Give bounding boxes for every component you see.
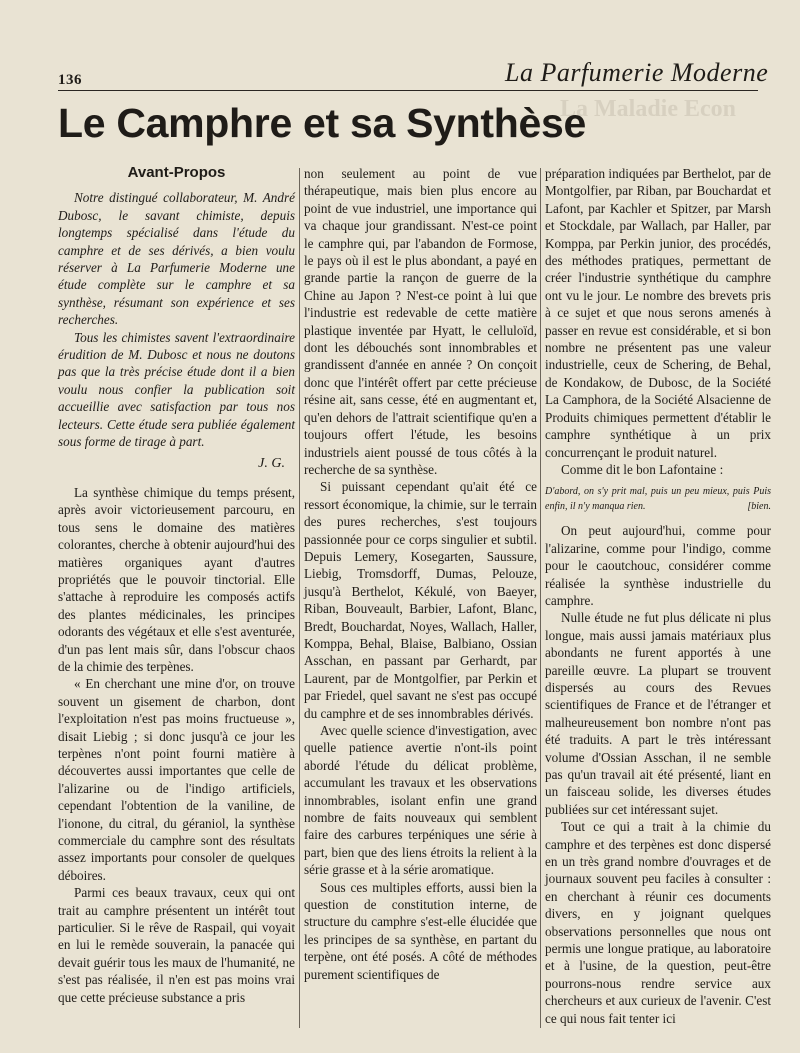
body-paragraph: Parmi ces beaux travaux, ceux qui ont trait au camphre présentent un intérêt tout particulier. Si le rêve de Raspail, qui voyait en lui le remède souverain, la panacée qui devait guérir tous les maux de l'humanité, ne s'est pas réalisée, il n'en est pas moins vrai que cette précieuse substance a pris [58,885,295,1005]
body-paragraph: non seulement au point de vue thérapeutique, mais bien plus encore au point de vue industriel, une importance qui va chaque jour grandissant. N'est-ce point le camphre qui, par l'abandon de Formose, le pays où il est le plus abondant, a payé en grande partie la rançon de guerre de la Chine au Japon ? N'est-ce point à lui que l'industrie est redevable de cette matière plastique inventée par Hyatt, le celluloïd, dont les débouchés sont innombrables et grandissent d'année en année ? On conçoit donc que l'intérêt offert par cette précieuse résine ait, sans cesse, été en augmentant et, qu'en dehors de l'attrait scientifique qu'en a toujours offert l'étude, les besoins industriels aient poussé de tous côtés à la recherche de sa synthèse. [304,166,537,477]
section-heading: Avant-Propos [127,164,226,181]
column-2 [304,165,537,983]
quote-attribution: [bien. [747,501,771,513]
body-paragraph: Tout ce qui a trait à la chimie du camphre et des terpènes est donc dispersé en un très grand nombre d'ouvrages et de journaux souvent peu faciles à consulter : en cherchant à réunir ces documents divers, en y joignant quelques observations personnelles que nous ont permis une longue pratique, au laboratoire et à l'usine, de la question, peut-être pourrons-nous rendre service aux chercheurs et aux curieux de l'avenir. C'est ce qui nous fait tenter ici [545,819,771,1026]
header-rule [58,90,758,91]
column-divider [540,168,541,1028]
body-paragraph: Comme dit le bon Lafontaine : [561,461,724,477]
body-paragraph: Si puissant cependant qu'ait été ce ressort économique, la chimie, sur le terrain des pures recherches, s'est toujours passionnée pour ce corps singulier et subtil. Depuis Lemery, Kosegarten, Saussure, Liebig, Tromsdorff, Dumas, Pelouze, jusqu'à Berthelot, Kékulé, von Baeyer, Riban, Bouveault, Barbier, Lafont, Blanc, Bredt, Bouchardat, Noyes, Wallach, Haller, Komppa, Behal, Blaise, Balbiano, Ossian Asschan, en passant par Gerhardt, par Laurent, par de Montgolfier, par Perkin et par Friedel, quel savant ne s'est pas occupé du camphre et de ses innombrables dérivés. [304,479,537,721]
signature: J. G. [258,455,285,471]
column-1 [58,160,295,1006]
body-paragraph: On peut aujourd'hui, comme pour l'alizarine, comme pour l'indigo, comme pour le caoutchouc, considérer comme réalisée la synthèse industrielle du camphre. [545,523,771,608]
foreword-paragraph: Notre distingué collaborateur, M. André Dubosc, le savant chimiste, depuis longtemps spécialisé dans l'étude du camphre et de ses dérivés, a bien voulu réserver à La Parfumerie Moderne une étude complète sur le camphre et sa synthèse, résumant son expérience et ses recherches. [58,190,295,328]
article-title: Le Camphre et sa Synthèse [58,100,586,146]
verse-quote [545,484,771,514]
body-paragraph: Avec quelle science d'investigation, avec quelle patience avertie n'ont-ils point abordé l'étude du délicat problème, accumulant les travaux et les observations innombrables, isolant enfin une grand nombre de faits nouveaux qui semblent faire des carbures terpéniques une série à part, bien que des liens étroits la relient à la série grasse et à la série aromatique. [304,723,537,878]
column-divider [299,168,300,1028]
masthead: La Parfumerie Moderne [505,58,769,87]
column-3 [545,165,771,1027]
body-paragraph: préparation indiquées par Berthelot, par de Montgolfier, par Riban, par Bouchardat et Lafont, par Kachler et Spitzer, par Marsh et Stockdale, par Wallach, par Haller, par Komppa, par Perkin junior, des procédés, des méthodes pratiques, permettant de créer l'industrie synthétique du camphre ont vu le jour. Le nombre des brevets pris à ce sujet et que nous serons amenés à passer en revue est considérable, et si bon nombre ne présentent pas une valeur industrielle, ceux de Schering, de Behal, de Kondakow, de Dubosc, de la Société La Camphora, de la Société Alsacienne de Produits chimiques permettent d'établir le camphre synthétique à un prix concurrençant le produit naturel. [545,166,771,460]
page-number: 136 [58,72,82,88]
body-paragraph: Sous ces multiples efforts, aussi bien la question de constitution interne, de structure du camphre s'est-elle élucidée que les principes de sa synthèse, en partant du terpène, ont été posés. A côté de méthodes purement scientifiques de [304,879,537,982]
body-paragraph: « En cherchant une mine d'or, on trouve souvent un gisement de charbon, dont l'exploitation n'est pas moins fructueuse », disait Liebig ; si donc jusqu'à ce jour les terpènes n'ont point fourni matière à découvertes aussi importantes que celle de l'alizarine ou de l'indigo artificiels, cependant l'obtention de la vaniline, de l'ionone, du citral, du géraniol, la synthèse commerciale du camphre sont des résultats assez importants pour consoler de quelques déboires. [58,676,295,883]
bleed-through-text: La Maladie Econ [560,96,737,122]
foreword-paragraph: Tous les chimistes savent l'extraordinaire érudition de M. Dubosc et nous ne doutons pas que la très précise étude dont il a bien voulu nous confier la publication soit accueillie avec satisfaction par tous nos lecteurs. Cette étude sera publiée également sous forme de tirage à part. [58,329,295,450]
body-paragraph: Nulle étude ne fut plus délicate ni plus longue, mais aussi jamais matériaux plus abondants ne furent apportés à une pareille œuvre. La plupart se trouvent dispersés au cours des Revues scientifiques de France et de l'étranger et malheureusement bon nombre n'ont pas été traduits. A part le très intéressant volume d'Ossian Asschan, il ne semble pas qu'un travail ait été présenté, liant en un faisceau solide, les diverses études publiées sur cet intéressant sujet. [545,610,771,817]
quote-text: D'abord, on s'y prit mal, puis un peu mieux, puis Puis enfin, il n'y manqua rien. [545,486,771,513]
body-paragraph: La synthèse chimique du temps présent, après avoir victorieusement parcouru, en tous sens le domaine des matières colorantes, cherche à obtenir aujourd'hui des matières organiques ayant d'autres propriétés que le pouvoir tinctorial. Elle s'attache à reproduire les composés actifs des plantes médicinales, les principes odorants des végétaux et elle s'est aventurée, d'un pas lent mais sûr, dans l'obscur chaos de la chimie des terpènes. [58,484,295,674]
